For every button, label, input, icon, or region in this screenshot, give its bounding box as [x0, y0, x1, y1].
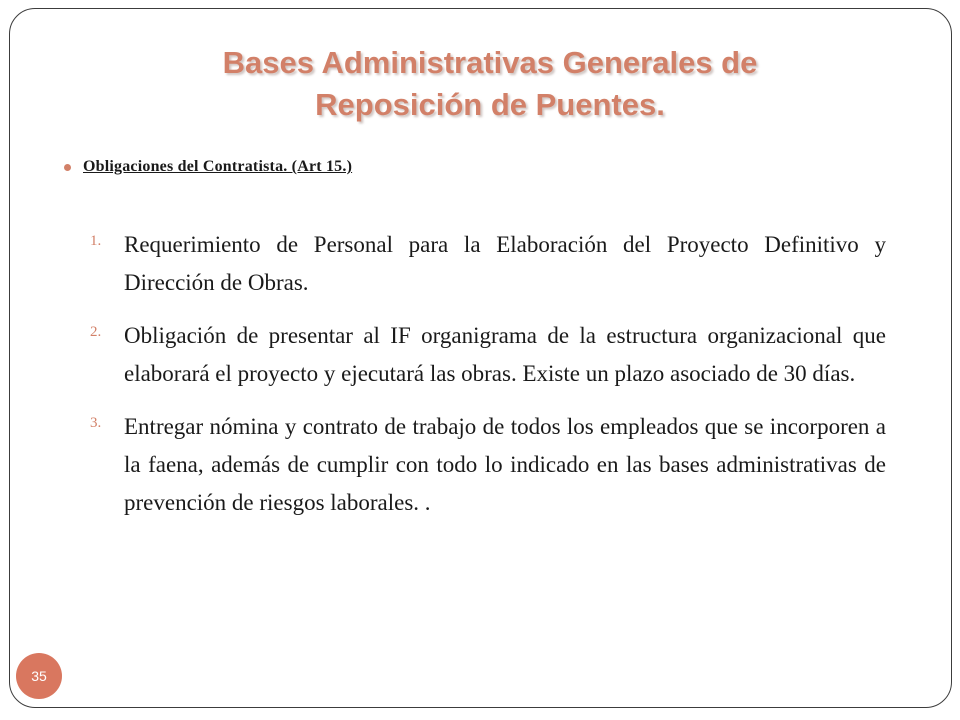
- list-item-text: Obligación de presentar al IF organigrama de la estructura organizacional que elaborará el proyecto y ejecutará las obras. Existe un plazo asociado de 30 días.: [124, 323, 886, 386]
- title-line-1: Bases Administrativas Generales de: [222, 45, 758, 80]
- list-item-number: 1.: [90, 233, 102, 249]
- slide-title: [60, 42, 920, 126]
- obligations-list: [90, 226, 886, 537]
- section-heading: Obligaciones del Contratista. (Art 15.): [83, 158, 353, 175]
- bullet-dot-icon: [64, 164, 71, 171]
- page-number: 35: [31, 668, 47, 684]
- list-item-number: 2.: [90, 324, 102, 340]
- list-item: [90, 408, 886, 522]
- list-item-text: Requerimiento de Personal para la Elaboración del Proyecto Definitivo y Dirección de Obras.: [124, 232, 886, 295]
- list-item-number: 3.: [90, 415, 102, 431]
- section-bullet: [64, 158, 352, 176]
- title-line-2: Reposición de Puentes.: [315, 87, 665, 122]
- page-number-badge: [16, 653, 62, 699]
- list-item: [90, 317, 886, 393]
- list-item-text: Entregar nómina y contrato de trabajo de todos los empleados que se incorporen a la faena, además de cumplir con todo lo indicado en las bases administrativas de prevención de riesgos laborales. .: [124, 414, 886, 515]
- list-item: [90, 226, 886, 302]
